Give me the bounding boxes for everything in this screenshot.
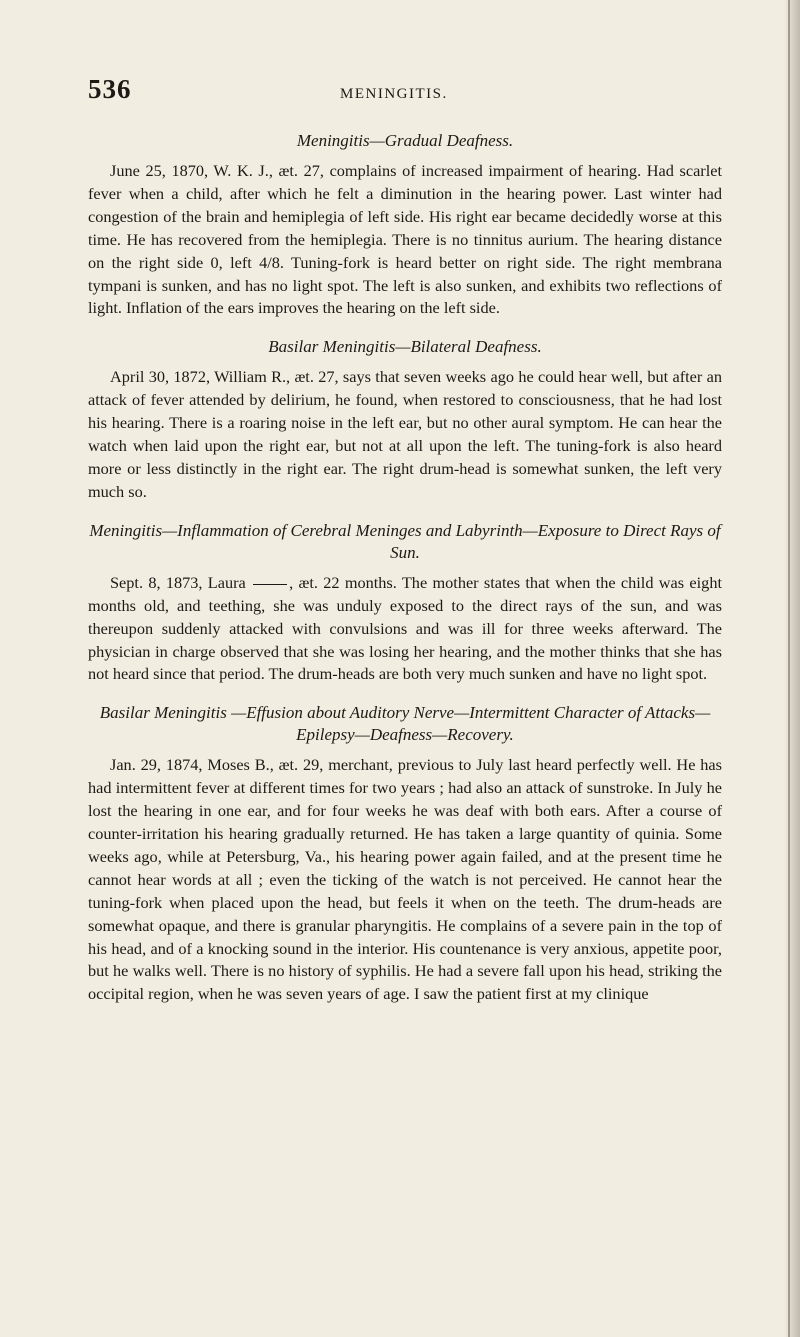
case-section <box>88 520 722 687</box>
case-paragraph: Jan. 29, 1874, Moses B., æt. 29, merchant, previous to July last heard perfectly well. He has had intermittent fever at different times for two years ; had also an attack of sunstroke. In July he lost the hearing in one ear, and for four weeks he was deaf with both ears. After a course of counter-irritation his hearing gradually returned. He has taken a large quantity of quinia. Some weeks ago, while at Petersburg, Va., his hearing power again failed, and at the present time he cannot hear words at all ; even the ticking of the watch is not perceived. He cannot hear the tuning-fork when placed upon the head, but feels it when on the teeth. The drum-heads are somewhat opaque, and there is granular pharyngitis. He complains of a severe pain in the top of his head, and of a knocking sound in the interior. His countenance is very anxious, appetite poor, but he walks well. There is no history of syphilis. He had a severe fall upon his head, striking the occipital region, when he was seven years of age. I saw the patient first at my clinique <box>88 755 722 1004</box>
section-heading: Meningitis—Gradual Deafness. <box>296 131 514 150</box>
case-paragraph: April 30, 1872, William R., æt. 27, says that seven weeks ago he could hear well, but after an attack of fever attended by delirium, he found, when restored to consciousness, that he had lost his hearing. There is a roaring noise in the left ear, but no other aural symptom. He can hear the watch when laid upon the right ear, but not at all upon the left. The tuning-fork is also heard more or less distinctly in the right ear. The right drum-head is somewhat sunken, the left very much so. <box>88 367 722 501</box>
running-head <box>0 74 800 114</box>
section-heading: Basilar Meningitis —Effusion about Auditory Nerve—Intermittent Character of Attacks—Epilepsy—Deafness—Recovery. <box>99 703 711 745</box>
page-body <box>88 130 722 1016</box>
section-heading: Meningitis—Inflammation of Cerebral Meninges and Labyrinth—Exposure to Direct Rays of Sun. <box>89 520 721 562</box>
name-omission-dash <box>253 584 287 585</box>
paragraph-text-rest: , æt. 22 months. The mother states that when the child was eight months old, and teething, she was unduly exposed to the direct rays of the sun, and was thereupon suddenly attacked with convulsions and was ill for three weeks afterward. The physician in charge observed that she was losing her hearing, and the mother thinks that she has not heard since that period. The drum-heads are both very much sunken and have no light spot. <box>88 572 722 684</box>
case-section <box>88 336 722 503</box>
page-edge-shadow <box>784 0 800 1337</box>
case-paragraph <box>88 572 722 687</box>
page-number: 536 <box>88 74 132 104</box>
page-edge-line <box>788 0 790 1337</box>
case-section <box>88 702 722 1006</box>
case-paragraph: June 25, 1870, W. K. J., æt. 27, complains of increased impairment of hearing. Had scarlet fever when a child, after which he felt a diminution in the hearing power. Last winter had congestion of the brain and hemiplegia of left side. His right ear became decidedly worse at this time. He has recovered from the hemiplegia. There is no tinnitus aurium. The hearing distance on the right side 0, left 4/8. Tuning-fork is heard better on right side. The right membrana tympani is sunken, and has no light spot. The left is also sunken, and exhibits two reflections of light. Inflation of the ears improves the hearing on the left side. <box>88 161 722 318</box>
case-section <box>88 130 722 320</box>
section-heading: Basilar Meningitis—Bilateral Deafness. <box>268 337 542 357</box>
paragraph-text-start: Sept. 8, 1873, Laura <box>110 572 252 592</box>
running-head-title: MENINGITIS. <box>340 86 448 102</box>
